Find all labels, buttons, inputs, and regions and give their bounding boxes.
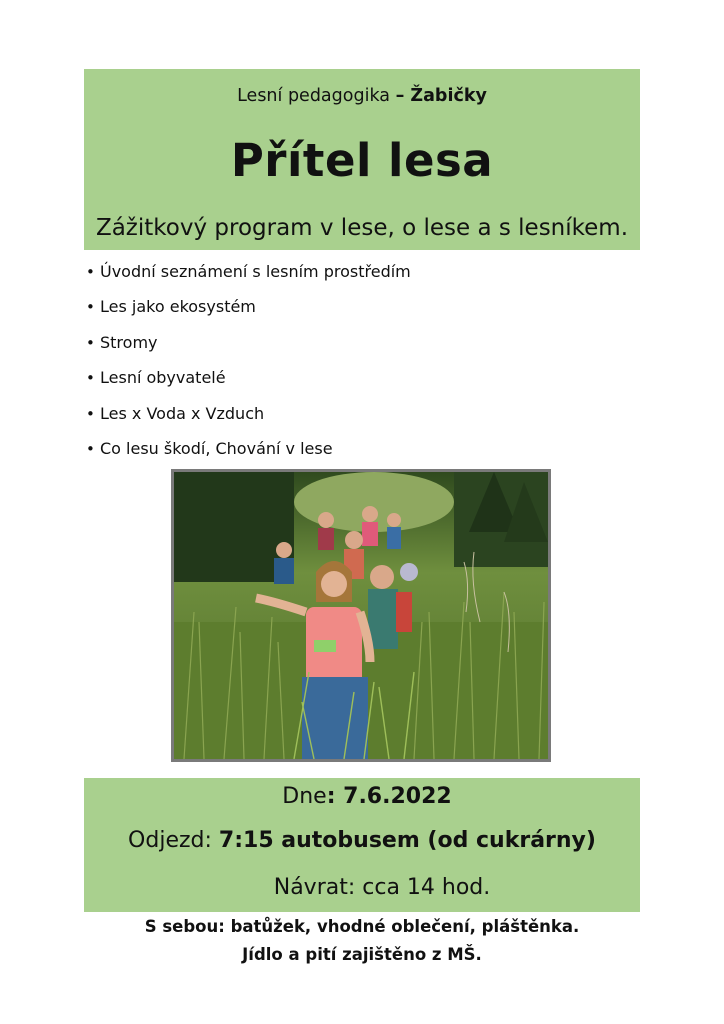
children-in-meadow-illustration	[174, 472, 548, 759]
subtitle-prefix: Lesní pedagogika	[237, 86, 390, 106]
bullet-icon: •	[86, 439, 95, 458]
list-item	[86, 364, 411, 399]
list-item	[86, 400, 411, 435]
bullet-icon: •	[86, 369, 95, 388]
page-title: Přítel lesa	[230, 134, 494, 187]
list-item	[86, 435, 411, 470]
departure-label: Odjezd:	[128, 828, 212, 853]
bullet-icon: •	[86, 333, 95, 352]
topic-label: Les x Voda x Vzduch	[100, 403, 265, 423]
bring-along-note: S sebou: batůžek, vhodné oblečení, pláštěnka.	[144, 917, 580, 936]
food-note: Jídlo a pití zajištěno z MŠ.	[242, 945, 482, 964]
return-line: Návrat: cca 14 hod.	[273, 875, 491, 900]
date-value: : 7.6.2022	[326, 784, 452, 809]
date-label: Dne	[282, 784, 327, 809]
bullet-icon: •	[86, 298, 95, 317]
bullet-icon: •	[86, 404, 95, 423]
list-item	[86, 293, 411, 328]
program-subtitle	[84, 86, 640, 106]
group-name: – Žabičky	[395, 86, 487, 106]
list-item	[86, 329, 411, 364]
topic-label: Úvodní seznámení s lesním prostředím	[100, 262, 411, 281]
topic-list	[86, 258, 411, 470]
departure-line	[84, 828, 640, 853]
topic-label: Stromy	[100, 332, 158, 352]
departure-value: 7:15 autobusem (od cukrárny)	[218, 828, 596, 853]
forest-photo	[171, 469, 551, 762]
list-item	[86, 258, 411, 293]
topic-label: Lesní obyvatelé	[100, 368, 226, 388]
program-tagline: Zážitkový program v lese, o lese a s lesníkem.	[95, 215, 629, 241]
topic-label: Co lesu škodí, Chování v lese	[100, 438, 333, 458]
topic-label: Les jako ekosystém	[100, 297, 256, 317]
bullet-icon: •	[86, 263, 95, 281]
date-line	[84, 784, 640, 809]
